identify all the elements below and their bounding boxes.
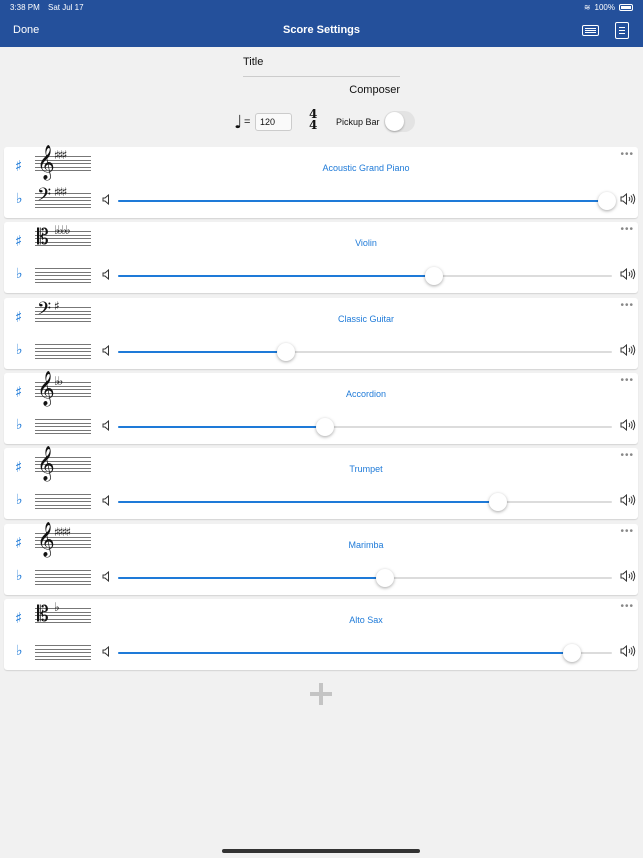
- transpose-down-icon[interactable]: ♭: [16, 492, 23, 508]
- instrument-card: [4, 298, 638, 369]
- staff-line: [35, 656, 91, 657]
- document-icon[interactable]: [615, 22, 629, 39]
- key-signature: ♯♯♯♯: [54, 525, 70, 539]
- add-instrument-icon[interactable]: [310, 683, 332, 705]
- volume-high-icon: [620, 419, 636, 431]
- transpose-up-icon[interactable]: ♯: [15, 609, 23, 627]
- more-options-icon[interactable]: •••: [620, 149, 634, 160]
- navigation-bar: [0, 0, 643, 47]
- volume-slider[interactable]: [118, 275, 612, 277]
- volume-high-icon: [620, 344, 636, 356]
- instrument-card: [4, 448, 638, 519]
- instrument-name[interactable]: Alto Sax: [349, 615, 383, 625]
- transpose-down-icon[interactable]: ♭: [16, 342, 23, 358]
- staff-line: [35, 652, 91, 653]
- staff-line: [35, 344, 91, 345]
- transpose-down-icon[interactable]: ♭: [16, 643, 23, 659]
- more-options-icon[interactable]: •••: [620, 601, 634, 612]
- staff-line: [35, 358, 91, 359]
- volume-thumb[interactable]: [563, 644, 581, 662]
- status-date: Sat Jul 17: [48, 3, 84, 12]
- staff-line: [35, 577, 91, 578]
- volume-low-icon: [102, 194, 112, 205]
- volume-fill: [118, 652, 572, 654]
- alto-clef-icon: 𝄡: [37, 225, 49, 249]
- status-right: [584, 3, 633, 12]
- volume-high-icon: [620, 193, 636, 205]
- tempo-input[interactable]: 120: [255, 113, 292, 131]
- more-options-icon[interactable]: •••: [620, 375, 634, 386]
- staff-line: [35, 426, 91, 427]
- alto-clef-icon: 𝄡: [37, 602, 49, 626]
- transpose-up-icon[interactable]: ♯: [15, 157, 23, 175]
- volume-slider[interactable]: [118, 501, 612, 503]
- more-options-icon[interactable]: •••: [620, 526, 634, 537]
- key-signature: ♭♭: [54, 374, 62, 388]
- volume-thumb[interactable]: [489, 493, 507, 511]
- quarter-note-icon: ♩: [234, 112, 243, 133]
- instrument-name[interactable]: Marimba: [348, 540, 384, 550]
- staff[interactable]: [35, 446, 91, 481]
- volume-low-icon: [102, 495, 112, 506]
- staff-line: [35, 508, 91, 509]
- volume-high-icon: [620, 268, 636, 280]
- instrument-name[interactable]: Acoustic Grand Piano: [322, 163, 410, 173]
- volume-fill: [118, 351, 286, 353]
- staff[interactable]: [35, 340, 91, 360]
- volume-high-icon: [620, 570, 636, 582]
- volume-fill: [118, 426, 325, 428]
- time-signature-top: 4: [309, 107, 318, 121]
- staff-line: [35, 505, 91, 506]
- staff[interactable]: [35, 223, 91, 249]
- transpose-up-icon[interactable]: ♯: [15, 458, 23, 476]
- staff-line: [35, 498, 91, 499]
- staff[interactable]: [35, 185, 91, 210]
- volume-slider[interactable]: [118, 351, 612, 353]
- instrument-card: [4, 599, 638, 670]
- volume-high-icon: [620, 494, 636, 506]
- transpose-down-icon[interactable]: ♭: [16, 417, 23, 433]
- bass-clef-icon: 𝄢: [37, 299, 52, 324]
- staff[interactable]: [35, 264, 91, 284]
- staff[interactable]: [35, 600, 91, 626]
- transpose-down-icon[interactable]: ♭: [16, 266, 23, 282]
- volume-fill: [118, 275, 434, 277]
- more-options-icon[interactable]: •••: [620, 224, 634, 235]
- staff-line: [35, 282, 91, 283]
- transpose-up-icon[interactable]: ♯: [15, 232, 23, 250]
- key-signature: ♯♯♯: [54, 185, 66, 199]
- staff-line: [35, 430, 91, 431]
- instrument-name[interactable]: Classic Guitar: [337, 314, 394, 324]
- pickup-bar-toggle[interactable]: [384, 111, 415, 132]
- instrument-card: [4, 222, 638, 293]
- volume-low-icon: [102, 571, 112, 582]
- staff-line: [35, 419, 91, 420]
- transpose-down-icon[interactable]: ♭: [16, 568, 23, 584]
- transpose-up-icon[interactable]: ♯: [15, 534, 23, 552]
- volume-thumb[interactable]: [316, 418, 334, 436]
- volume-slider[interactable]: [118, 577, 612, 579]
- staff-line: [35, 433, 91, 434]
- staff[interactable]: [35, 415, 91, 435]
- title-field[interactable]: Title: [243, 56, 400, 77]
- volume-slider[interactable]: [118, 652, 612, 654]
- time-signature-bottom: 4: [309, 118, 318, 132]
- volume-high-icon: [620, 645, 636, 657]
- composer-field[interactable]: Composer: [349, 84, 400, 96]
- treble-clef-icon: 𝄞: [37, 522, 55, 557]
- volume-low-icon: [102, 420, 112, 431]
- volume-fill: [118, 501, 498, 503]
- volume-thumb[interactable]: [425, 267, 443, 285]
- staff-line: [35, 584, 91, 585]
- staff-line: [35, 494, 91, 495]
- bass-clef-icon: 𝄢: [37, 185, 52, 210]
- volume-thumb[interactable]: [277, 343, 295, 361]
- staff-line: [35, 348, 91, 349]
- key-signature: ♯: [54, 299, 58, 313]
- transpose-down-icon[interactable]: ♭: [16, 191, 23, 207]
- staff[interactable]: [35, 145, 91, 180]
- staff[interactable]: [35, 299, 91, 324]
- staff-line: [35, 501, 91, 502]
- wifi-icon: ≋: [583, 3, 591, 12]
- staff-line: [35, 272, 91, 273]
- battery-percent: 100%: [594, 3, 615, 12]
- toggle-knob: [385, 112, 404, 131]
- more-options-icon[interactable]: •••: [620, 450, 634, 461]
- staff[interactable]: [35, 490, 91, 510]
- staff-line: [35, 355, 91, 356]
- home-indicator: [222, 849, 420, 853]
- volume-thumb[interactable]: [598, 192, 616, 210]
- treble-clef-icon: 𝄞: [37, 371, 55, 406]
- staff[interactable]: [35, 641, 91, 661]
- transpose-up-icon[interactable]: ♯: [15, 308, 23, 326]
- staff-line: [35, 574, 91, 575]
- key-signature: ♯♯♯: [54, 148, 66, 162]
- staff-line: [35, 659, 91, 660]
- instrument-card: [4, 373, 638, 444]
- staff-line: [35, 275, 91, 276]
- volume-slider[interactable]: [118, 200, 612, 202]
- key-signature: ♭♭♭♭: [54, 223, 69, 237]
- tempo-equals: =: [244, 116, 251, 128]
- instrument-name[interactable]: Trumpet: [349, 464, 383, 474]
- volume-low-icon: [102, 646, 112, 657]
- treble-clef-icon: 𝄞: [37, 446, 55, 481]
- staff-line: [35, 645, 91, 646]
- keyboard-icon[interactable]: [582, 25, 599, 36]
- page-title: Score Settings: [282, 24, 361, 36]
- instrument-card: [4, 524, 638, 595]
- volume-fill: [118, 577, 385, 579]
- volume-fill: [118, 200, 607, 202]
- staff-line: [35, 423, 91, 424]
- staff[interactable]: [35, 522, 91, 557]
- staff[interactable]: [35, 371, 91, 406]
- staff-line: [35, 279, 91, 280]
- staff-line: [35, 581, 91, 582]
- volume-slider[interactable]: [118, 426, 612, 428]
- staff[interactable]: [35, 566, 91, 586]
- more-options-icon[interactable]: •••: [620, 300, 634, 311]
- staff-line: [35, 268, 91, 269]
- volume-low-icon: [102, 345, 112, 356]
- battery-icon: [619, 4, 633, 11]
- treble-clef-icon: 𝄞: [37, 145, 55, 180]
- transpose-up-icon[interactable]: ♯: [15, 383, 23, 401]
- staff-line: [35, 649, 91, 650]
- instrument-name[interactable]: Accordion: [345, 389, 387, 399]
- instrument-name[interactable]: Violin: [355, 238, 377, 248]
- pickup-bar-label: Pickup Bar: [336, 117, 380, 127]
- volume-low-icon: [102, 269, 112, 280]
- key-signature: ♭: [54, 600, 58, 614]
- status-time: 3:38 PM: [10, 3, 40, 12]
- staff-line: [35, 351, 91, 352]
- staff-line: [35, 570, 91, 571]
- done-button[interactable]: Done: [13, 24, 40, 36]
- time-signature[interactable]: [309, 109, 317, 131]
- volume-thumb[interactable]: [376, 569, 394, 587]
- instrument-card: [4, 147, 638, 218]
